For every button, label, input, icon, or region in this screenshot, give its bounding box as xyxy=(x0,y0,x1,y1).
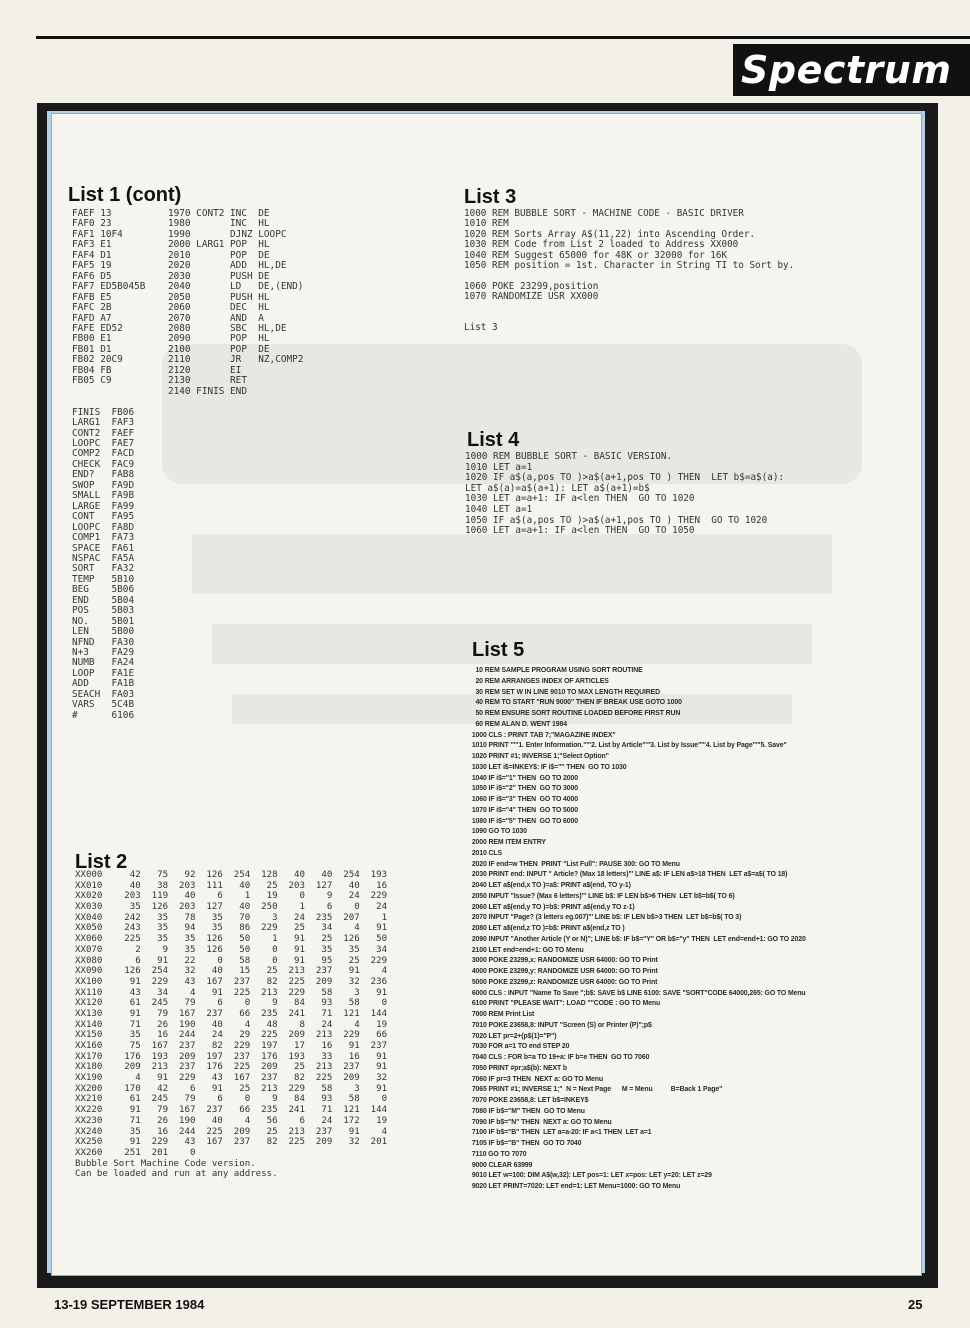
list2-line: XX090 126 254 32 40 15 25 213 237 91 4 xyxy=(75,966,388,977)
list2-line: XX080 6 91 22 0 58 0 91 95 25 229 xyxy=(75,955,388,966)
list2-line: XX120 61 245 79 6 0 9 84 93 58 0 xyxy=(75,998,388,1009)
list5-line: 1040 IF i$="1" THEN GO TO 2000 xyxy=(470,774,578,782)
list5-line: 1020 PRINT #1; INVERSE 1;"Select Option" xyxy=(470,753,609,760)
list1-line: N+3 FA29 xyxy=(72,647,135,659)
list2-listing xyxy=(75,870,387,1180)
list2-line: XX070 2 9 35 126 50 0 91 35 35 34 xyxy=(75,944,388,955)
list1-line: FAF0 23 1980 INC HL xyxy=(72,218,270,230)
list5-line: 40 REM TO START "RUN 9000" THEN IF BREAK USE GOTO 1000 xyxy=(470,699,682,707)
list5-line: 2080 LET a$(end,z TO )=b$: PRINT a$(end,z TO ) xyxy=(470,925,625,932)
list2-line: XX140 71 26 190 40 4 48 8 24 4 19 xyxy=(75,1019,388,1030)
list1-heading: List 1 (cont) xyxy=(68,184,182,206)
list5-line: 7050 PRINT #pr;a$(b): NEXT b xyxy=(470,1064,568,1072)
list5-line: 1090 GO TO 1030 xyxy=(470,828,527,836)
list2-heading: List 2 xyxy=(75,851,128,873)
list5-line: 1080 IF i$="5" THEN GO TO 6000 xyxy=(470,817,578,825)
list3-line: 1030 REM Code from List 2 loaded to Address XX000 xyxy=(464,239,739,251)
list2-line: XX040 242 35 78 35 70 3 24 235 207 1 xyxy=(75,912,388,923)
list5-line: 7030 FOR a=1 TO end STEP 20 xyxy=(470,1043,570,1051)
list4-line: 1010 LET a=1 xyxy=(465,461,533,473)
list2-line: XX010 40 38 203 111 40 25 203 127 40 16 xyxy=(75,880,388,891)
list2-line: XX130 91 79 167 237 66 235 241 71 121 144 xyxy=(75,1008,388,1019)
list1-line: FAF3 E1 2000 LARG1 POP HL xyxy=(72,239,270,251)
list2-line: XX170 176 193 209 197 237 176 193 33 16 91 xyxy=(75,1051,388,1062)
list1-line: FB02 20C9 2110 JR NZ,COMP2 xyxy=(72,354,304,366)
list1-line: SPACE FA61 xyxy=(72,542,135,554)
list4-line: 1050 IF a$(a,pos TO )>a$(a+1,pos TO ) THEN GO TO 1020 xyxy=(465,514,768,526)
list1-line: FAF7 ED5B045B 2040 LD DE,(END) xyxy=(72,281,304,293)
list4-line: 1040 LET a=1 xyxy=(465,503,533,515)
list5-line: 9000 CLEAR 63999 xyxy=(470,1161,533,1169)
list1-line: FB01 D1 2100 POP DE xyxy=(72,343,270,355)
list1-line: FAF4 D1 2010 POP DE xyxy=(72,249,270,261)
list1-line: COMP1 FA73 xyxy=(72,532,135,544)
list2-line: XX100 91 229 43 167 237 82 225 209 32 236 xyxy=(75,976,388,987)
list2-line: XX200 170 42 6 91 25 213 229 58 3 91 xyxy=(75,1083,388,1094)
list5-line: 7040 CLS : FOR b=a TO 19+a: IF b=e THEN GO TO 7060 xyxy=(470,1054,650,1061)
listing-panel xyxy=(51,113,922,1276)
list1-line: FAFE ED52 2080 SBC HL,DE xyxy=(72,322,287,334)
list1-line: CHECK FAC9 xyxy=(72,458,135,470)
list5-listing xyxy=(470,666,806,1193)
list3-heading: List 3 xyxy=(464,186,517,208)
list1-line: LOOPC FA8D xyxy=(72,521,135,533)
list4-line: 1060 LET a=a+1: IF a<len THEN GO TO 1050 xyxy=(465,525,695,537)
list5-line: 2020 IF end=w THEN PRINT "List Full": PAUSE 300: GO TO Menu xyxy=(470,860,680,868)
list5-line: 1010 PRINT '''"1. Enter Information."'"2. List by Article"'"3. List by Issue"'"4. List by Page"'"5. Save" xyxy=(470,742,787,750)
list2-line: XX150 35 16 244 24 29 225 209 213 229 66 xyxy=(75,1030,388,1041)
list3-listing xyxy=(464,209,794,334)
issue-date: 13-19 SEPTEMBER 1984 xyxy=(54,1297,205,1312)
list2-line: XX060 225 35 35 126 50 1 91 25 126 50 xyxy=(75,934,388,945)
list5-line: 7010 POKE 23658,8: INPUT "Screen (S) or Printer (P)";p$ xyxy=(470,1021,652,1029)
list4-line: LET a$(a)=a$(a+1): LET a$(a+1)=b$ xyxy=(465,482,650,494)
list1-line: NFND FA30 xyxy=(72,636,135,648)
list2-line: XX240 35 16 244 225 209 25 213 237 91 4 xyxy=(75,1126,388,1137)
list1-listing xyxy=(72,209,303,721)
list1-line: SEACH FA03 xyxy=(72,688,135,700)
list2-line: XX000 42 75 92 126 254 128 40 40 254 193 xyxy=(75,870,388,880)
list3-line xyxy=(464,303,794,313)
list5-line: 7105 IF b$="B" THEN GO TO 7040 xyxy=(470,1140,582,1147)
list5-line: 2000 REM ITEM ENTRY xyxy=(470,839,546,846)
list5-line: 9010 LET w=100: DIM A$(w,32): LET pos=1: LET x=pos: LET y=20: LET z=29 xyxy=(470,1172,712,1180)
list5-line: 2010 CLS xyxy=(470,849,503,857)
list5-line: 2050 INPUT "Issue? (Max 6 letters)"' LINE b$: IF LEN b$>6 THEN LET b$=b$( TO 6) xyxy=(470,892,735,900)
list1-line: BEG 5B06 xyxy=(72,584,135,596)
list5-line: 7080 IF b$="M" THEN GO TO Menu xyxy=(470,1107,585,1115)
list3-line: 1040 REM Suggest 65000 for 48K or 32000 for 16K xyxy=(464,249,728,261)
list1-line: CONT FA95 xyxy=(72,511,135,523)
section-masthead: Spectrum xyxy=(733,44,970,96)
list2-line: XX190 4 91 229 43 167 237 82 225 209 32 xyxy=(75,1073,388,1084)
list1-line: CONT2 FAEF xyxy=(72,427,135,439)
list1-line: SWOP FA9D xyxy=(72,479,135,491)
list2-line: XX230 71 26 190 40 4 56 6 24 172 19 xyxy=(75,1115,388,1126)
list4-line: 1020 IF a$(a,pos TO )>a$(a+1,pos TO ) THEN LET b$=a$(a): xyxy=(465,472,785,484)
list1-line: FB00 E1 2090 POP HL xyxy=(72,333,270,345)
list1-line: LARG1 FAF3 xyxy=(72,417,135,429)
list2-line: Can be loaded and run at any address. xyxy=(75,1169,278,1180)
list4-listing xyxy=(465,452,784,537)
list1-line: END 5B04 xyxy=(72,594,135,606)
list1-line: LOOP FA1E xyxy=(72,667,135,679)
list2-line: XX110 43 34 4 91 225 213 229 58 3 91 xyxy=(75,987,388,998)
list2-line: Bubble Sort Machine Code version. xyxy=(75,1158,256,1169)
list1-line: FAF1 10F4 1990 DJNZ LOOPC xyxy=(72,228,287,240)
list1-line: FAFD A7 2070 AND A xyxy=(72,312,264,324)
list1-line: # 6106 xyxy=(72,709,135,721)
list3-line: 1010 REM xyxy=(464,218,509,230)
list5-line: 1030 LET i$=INKEY$: IF i$="" THEN GO TO 1030 xyxy=(470,763,627,771)
list1-line: LARGE FA99 xyxy=(72,500,135,512)
page-number: 25 xyxy=(908,1297,923,1312)
list1-line: NUMB FA24 xyxy=(72,657,135,669)
list5-line: 6100 PRINT "PLEASE WAIT": LOAD ""CODE : GO TO Menu xyxy=(470,1000,661,1008)
list5-line: 4000 POKE 23299,y: RANDOMIZE USR 64000: GO TO Print xyxy=(470,968,658,975)
list5-line: 1000 CLS : PRINT TAB 7;"MAGAZINE INDEX" xyxy=(470,731,616,739)
list1-line: FAEF 13 1970 CONT2 INC DE xyxy=(72,208,270,219)
list1-line: NSPAC FA5A xyxy=(72,552,135,564)
list3-line: 1070 RANDOMIZE USR XX000 xyxy=(464,291,599,303)
list1-line: FB04 FB 2120 EI xyxy=(72,364,242,376)
list5-line: 7090 IF b$="N" THEN NEXT a: GO TO Menu xyxy=(470,1118,612,1126)
list2-line: XX220 91 79 167 237 66 235 241 71 121 144 xyxy=(75,1105,388,1116)
list1-line: SMALL FA9B xyxy=(72,490,135,502)
list5-line: 2100 LET end=end+1: GO TO Menu xyxy=(470,946,584,954)
list5-line: 60 REM ALAN D. WENT 1984 xyxy=(470,720,567,728)
list5-line: 7070 POKE 23658,8: LET b$=INKEY$ xyxy=(470,1097,589,1104)
list4-line: 1000 REM BUBBLE SORT - BASIC VERSION. xyxy=(465,451,673,462)
list5-line: 50 REM ENSURE SORT ROUTINE LOADED BEFORE FIRST RUN xyxy=(470,710,681,717)
list1-line: FAF5 19 2020 ADD HL,DE xyxy=(72,260,287,272)
list5-line: 7100 IF b$="B" THEN LET a=a-20: IF a<1 THEN LET a=1 xyxy=(470,1129,652,1137)
list5-line: 6000 CLS : INPUT "Name To Save ";b$: SAVE b$ LINE 6100: SAVE "SORT"CODE 64000,265: GO TO Menu xyxy=(470,989,806,997)
list4-line: 1030 LET a=a+1: IF a<len THEN GO TO 1020 xyxy=(465,493,695,505)
list5-line: 2030 PRINT end: INPUT " Article? (Max 18 letters)"' LINE a$: IF LEN a$>18 THEN LET a$=a$( TO 18) xyxy=(470,871,788,879)
list5-line: 10 REM SAMPLE PROGRAM USING SORT ROUTINE xyxy=(470,667,643,674)
list1-line: LEN 5B00 xyxy=(72,626,135,638)
list5-heading: List 5 xyxy=(472,639,525,661)
list3-line: 1020 REM Sorts Array A$(11,22) into Ascending Order. xyxy=(464,228,756,240)
list2-line: XX160 75 167 237 82 229 197 17 16 91 237 xyxy=(75,1041,388,1051)
list1-line: COMP2 FACD xyxy=(72,448,135,460)
list1-line: ADD FA1B xyxy=(72,678,135,690)
list1-line: NO. 5B01 xyxy=(72,615,135,627)
list5-line: 7060 IF pr=3 THEN NEXT a: GO TO Menu xyxy=(470,1075,603,1083)
list2-line: XX030 35 126 203 127 40 250 1 6 0 24 xyxy=(75,902,388,913)
list5-line: 7000 REM Print List xyxy=(470,1011,535,1018)
list4-heading: List 4 xyxy=(467,429,520,451)
list5-line: 2060 LET a$(end,y TO )=b$: PRINT a$(end,y TO z-1) xyxy=(470,903,635,911)
list2-line: XX020 203 119 40 6 1 19 0 9 24 229 xyxy=(75,891,388,902)
list5-line: 1050 IF i$="2" THEN GO TO 3000 xyxy=(470,785,578,793)
list2-line: XX250 91 229 43 167 237 82 225 209 32 201 xyxy=(75,1137,388,1148)
list5-line: 1060 IF i$="3" THEN GO TO 4000 xyxy=(470,796,578,803)
list1-line: FINIS FB06 xyxy=(72,406,135,418)
list1-line: SORT FA32 xyxy=(72,563,135,575)
list5-line: 7065 PRINT #1; INVERSE 1;" N = Next Page M = Menu B=Back 1 Page" xyxy=(470,1086,723,1094)
list5-line: 2090 INPUT "Another Article (Y or N)"; LINE b$: IF b$="Y" OR b$="y" THEN LET end=end+1: GO TO 2020 xyxy=(470,935,806,943)
list1-line: 2140 FINIS END xyxy=(72,385,247,397)
list2-line: XX050 243 35 94 35 86 229 25 34 4 91 xyxy=(75,923,388,934)
list1-line: LOOPC FAE7 xyxy=(72,437,135,449)
list1-line: FAFB E5 2050 PUSH HL xyxy=(72,291,270,303)
list5-line: 30 REM SET W IN LINE 9010 TO MAX LENGTH REQUIRED xyxy=(470,688,661,696)
list2-line: XX180 209 213 237 176 225 209 25 213 237 91 xyxy=(75,1062,388,1073)
list3-line xyxy=(464,313,794,323)
list2-line: XX210 61 245 79 6 0 9 84 93 58 0 xyxy=(75,1094,388,1105)
list1-line: VARS 5C4B xyxy=(72,699,135,711)
list3-line: 1000 REM BUBBLE SORT - MACHINE CODE - BASIC DRIVER xyxy=(464,208,744,219)
list5-line: 2040 LET a$(end,x TO )=a$: PRINT a$(end, TO y-1) xyxy=(470,882,631,889)
list5-line: 20 REM ARRANGES INDEX OF ARTICLES xyxy=(470,677,609,685)
list5-line: 9020 LET PRINT=7020: LET end=1: LET Menu=1000: GO TO Menu xyxy=(470,1183,681,1190)
list5-line: 7110 GO TO 7070 xyxy=(470,1150,527,1158)
list2-line: XX260 251 201 0 xyxy=(75,1147,196,1158)
list1-line: END? FAB8 xyxy=(72,469,135,481)
list3-line: 1050 REM position = 1st. Character in String TI to Sort by. xyxy=(464,260,795,272)
list1-line: FAF6 D5 2030 PUSH DE xyxy=(72,270,270,282)
list3-line: List 3 xyxy=(464,322,498,334)
list1-line: FAFC 2B 2060 DEC HL xyxy=(72,302,270,314)
list1-line: TEMP 5B10 xyxy=(72,573,135,585)
list5-line: 3000 POKE 23299,x: RANDOMIZE USR 64000: GO TO Print xyxy=(470,957,658,965)
list1-line: FB05 C9 2130 RET xyxy=(72,375,247,387)
list5-line: 1070 IF i$="4" THEN GO TO 5000 xyxy=(470,806,578,814)
list5-line: 2070 INPUT "Page? (3 letters eg.007)"' LINE b$: IF LEN b$>3 THEN LET b$=b$( TO 3) xyxy=(470,914,742,922)
top-rule xyxy=(36,36,970,39)
list5-line: 5000 POKE 23299,z: RANDOMIZE USR 64000: GO TO Print xyxy=(470,978,658,986)
list3-line: 1060 POKE 23299,position xyxy=(464,280,599,292)
list5-line: 7020 LET pr=2+(p$(1)="P") xyxy=(470,1032,557,1040)
list1-line: POS 5B03 xyxy=(72,605,135,617)
